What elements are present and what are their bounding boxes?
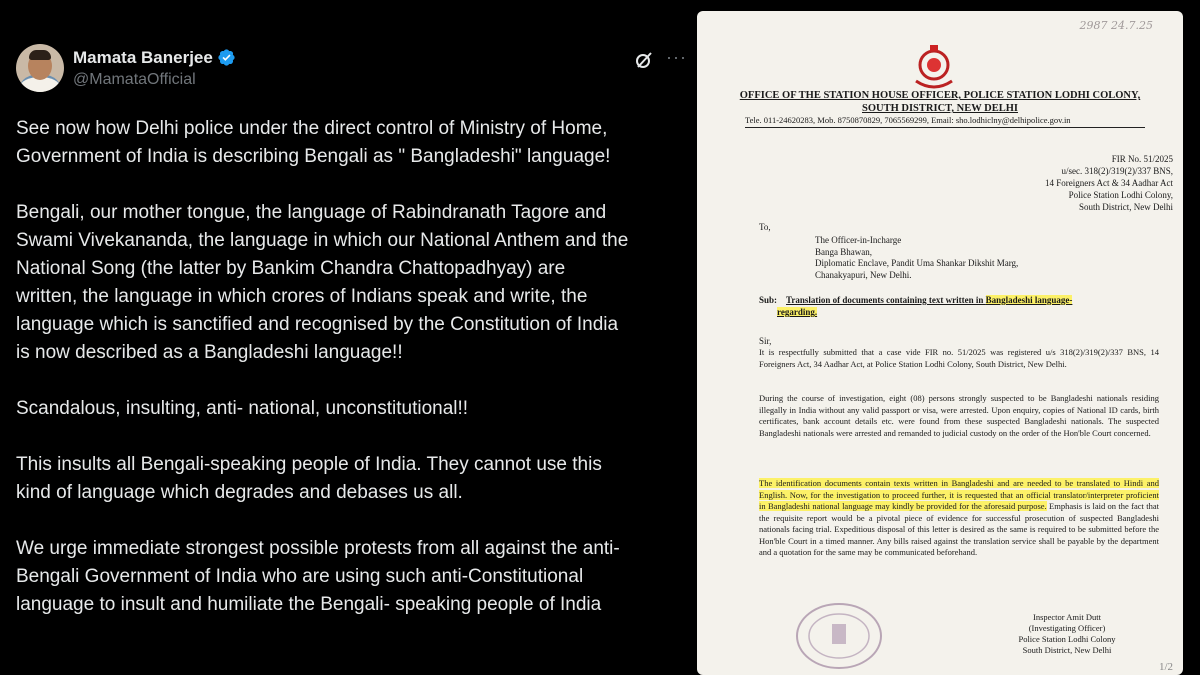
ref-line: South District, New Delhi [1079, 202, 1173, 212]
tweet-text [16, 115, 692, 619]
subject-regarding: regarding. [777, 307, 818, 317]
signature-line: South District, New Delhi [1022, 645, 1112, 655]
address-line: Chanakyapuri, New Delhi. [815, 269, 912, 280]
office-line: OFFICE OF THE STATION HOUSE OFFICER, POLICE STATION LODHI COLONY, [739, 90, 1141, 101]
contact-line: Tele. 011-24620283, Mob. 8750870829, 7065569299, Email: sho.lodhiclny@delhipolice.gov.in [745, 115, 1145, 128]
text-line: Swami Vivekananda, the language in which our National Anthem and the [16, 230, 629, 251]
text-line: language which is sanctified and recognised by the Constitution of India [16, 314, 619, 335]
avatar-hair [29, 50, 51, 60]
signature-block [982, 612, 1152, 656]
recipient-address [815, 235, 1018, 281]
text-line: language to insult and humiliate the Bengali- speaking people of India [16, 594, 602, 615]
handle[interactable]: @MamataOfficial [73, 70, 196, 88]
text-line: See now how Delhi police under the direct control of Ministry of Home, [16, 118, 608, 139]
office-line: SOUTH DISTRICT, NEW DELHI [862, 103, 1018, 114]
more-icon[interactable]: ··· [666, 47, 687, 67]
police-letter [697, 11, 1183, 675]
text-line: This insults all Bengali-speaking people of India. They cannot use this [16, 454, 602, 475]
letter-paragraph-3 [759, 478, 1159, 559]
name-row [73, 48, 236, 68]
ref-line: FIR No. 51/2025 [1111, 154, 1173, 164]
letter-paragraph-2: During the course of investigation, eight (08) persons strongly suspected to be Bangladeshi nationals residing illegally in India without any valid passport or visa, were arrested. Upon enquiry, copies of National ID cards, birth certificates, bank account details etc. were found from these suspected Bangladeshi nationals. The suspected Bangladeshi nationals were arrested and remanded to judicial custody on the order of the Hon'ble Court concerned. [759, 393, 1159, 438]
paragraph-4 [16, 451, 692, 507]
delhi-police-emblem-icon [908, 43, 960, 93]
letter-paragraph-1: It is respectfully submitted that a case vide FIR no. 51/2025 was registered u/s 318(2)/319(2)/337 BNS, 14 Foreigners Act, 34 Aadhar Act, at Police Station Lodhi Colony, South District, New Delhi. [759, 347, 1159, 369]
attached-image[interactable] [697, 11, 1183, 675]
paragraph-5 [16, 535, 692, 619]
tweet-header [16, 42, 692, 94]
subject-highlight: Bangladeshi language- [985, 295, 1073, 305]
address-line: The Officer-in-Incharge [815, 235, 902, 245]
office-heading [717, 89, 1163, 115]
text-line: National Song (the latter by Bankim Chandra Chattopadhyay) are [16, 258, 566, 279]
subject-text: Translation of documents containing text written in [786, 295, 986, 305]
avatar[interactable] [16, 44, 64, 92]
paragraph-1 [16, 115, 692, 171]
grok-icon[interactable] [634, 50, 654, 70]
text-line: Bengali Government of India who are using such anti-Constitutional [16, 566, 584, 587]
address-line: Diplomatic Enclave, Pandit Uma Shankar Dikshit Marg, [815, 258, 1019, 268]
highlighted-request: The identification documents contain texts written in Bangladeshi and are needed to be translated to Hindi and English. Now, for the investigation to proceed further, it is requested that an official translator/interpreter proficient in Bangladeshi national language may kindly be provided for the aforesaid purpose. [759, 478, 1159, 511]
text-line: written, the language in which crores of Indians speak and write, the [16, 286, 588, 307]
ref-line: Police Station Lodhi Colony, [1068, 190, 1173, 200]
signature-line: Inspector Amit Dutt [1033, 612, 1101, 622]
text-line: We urge immediate strongest possible protests from all against the anti- [16, 538, 620, 559]
to-label: To, [759, 222, 771, 232]
subject-label: Sub: [759, 295, 778, 305]
display-name[interactable]: Mamata Banerjee [73, 47, 213, 67]
fir-reference [945, 153, 1173, 213]
text-line: Bengali, our mother tongue, the language of Rabindranath Tagore and [16, 202, 607, 223]
paragraph-3 [16, 395, 692, 423]
verified-badge-icon [217, 48, 236, 67]
ref-line: u/sec. 318(2)/319(2)/337 BNS, [1061, 166, 1173, 176]
signature-line: Police Station Lodhi Colony [1018, 634, 1116, 644]
page-number: 1/2 [1158, 661, 1173, 673]
text-line: Scandalous, insulting, anti- national, unconstitutional!! [16, 398, 469, 419]
text-line: Government of India is describing Bengali as " Bangladeshi" language! [16, 146, 611, 167]
text-line: kind of language which degrades and debases us all. [16, 482, 463, 503]
signature-line: (Investigating Officer) [1028, 623, 1106, 633]
address-line: Banga Bhawan, [815, 246, 872, 257]
handwritten-note: 2987 24.7.25 [1079, 19, 1153, 32]
author-names [73, 48, 236, 89]
ref-line: 14 Foreigners Act & 34 Aadhar Act [1045, 178, 1173, 188]
salutation: Sir, [759, 336, 772, 346]
paragraph-2 [16, 199, 692, 367]
paragraph-3-rest: Emphasis is laid on the fact that the requisite report would be a pivotal piece of evidence for successful prosecution of suspected Bangladeshi nationals facing trial. Expeditious disposal of this letter is desired as the same is required to be submitted before the Hon'ble Court in a timed manner. Any bills raised against the translation service shall be payable by the department and a quotation for the same may be communicated beforehand. [759, 501, 1159, 557]
text-line: is now described as a Bangladeshi language!! [16, 342, 403, 363]
subject-line [759, 294, 1159, 318]
police-station-stamp-icon [789, 596, 889, 672]
